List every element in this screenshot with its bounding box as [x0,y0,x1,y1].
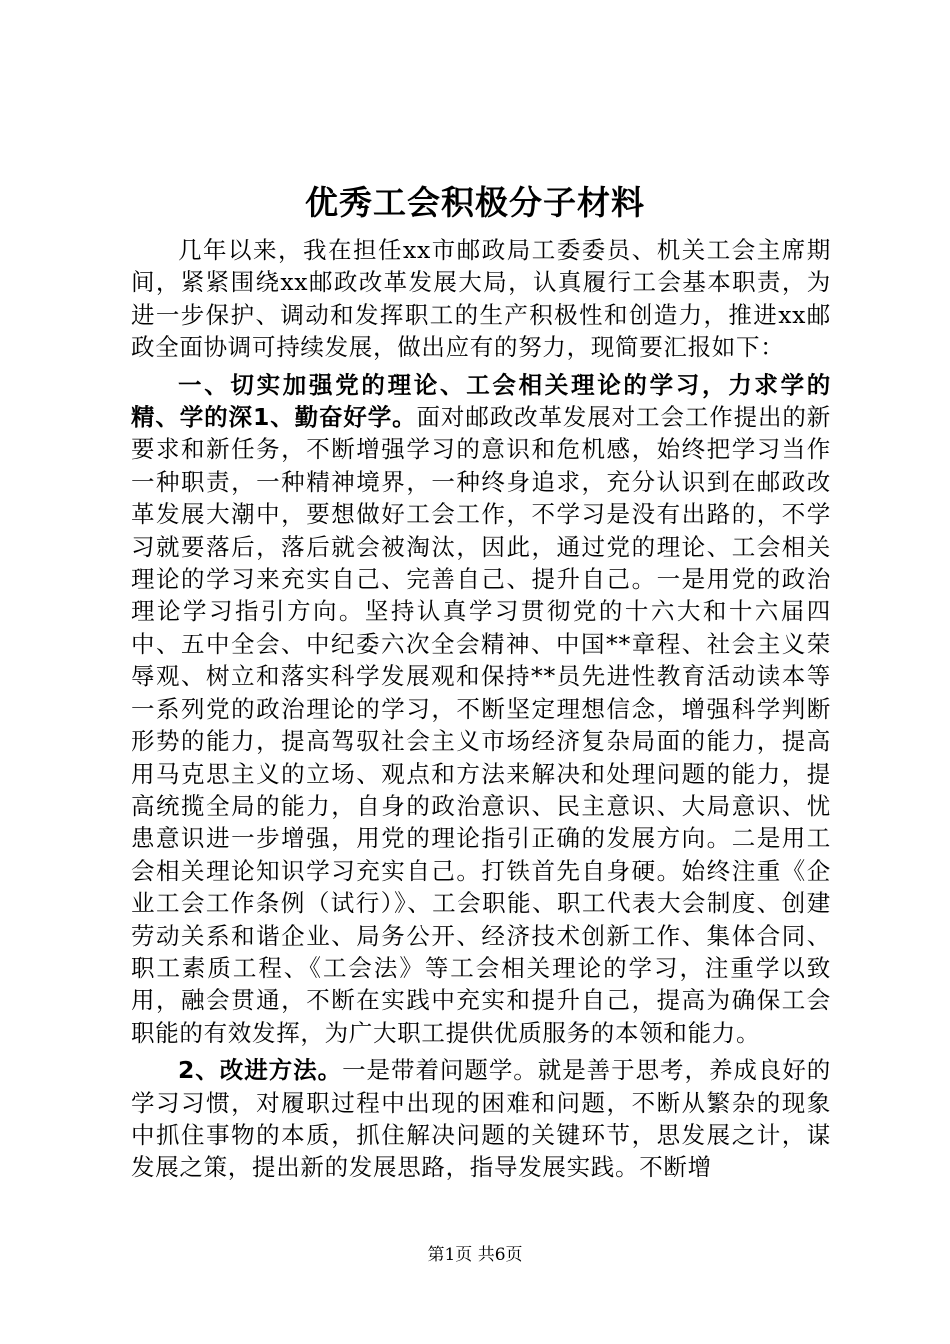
document-title: 优秀工会积极分子材料 [305,183,645,222]
section-two-heading: 2、改进方法。 [178,1056,343,1085]
page-number-footer: 第1页 共6页 [427,1245,523,1265]
section-two-text: 一是带着问题学。就是善于思考，养成良好的学习习惯，对履职过程中出现的困难和问题，不断从繁杂的现象中抓住事物的本质，抓住解决问题的关键环节，思发展之计，谋发展之策，提出新的发展思路，指导发展实践。不断增 [131,1056,831,1182]
intro-paragraph: 几年以来，我在担任xx市邮政局工委委员、机关工会主席期间，紧紧围绕xx邮政改革发展大局，认真履行工会基本职责，为进一步保护、调动和发挥职工的生产积极性和创造力，推进xx邮政全面协调可持续发展，做出应有的努力，现简要汇报如下： [131,236,831,362]
section-one-text: 面对邮政改革发展对工会工作提出的新要求和新任务，不断增强学习的意识和危机感，始终把学习当作一种职责，一种精神境界，一种终身追求，充分认识到在邮政改革发展大潮中，要想做好工会工作，不学习是没有出路的，不学习就要落后，落后就会被淘汰，因此，通过党的理论、工会相关理论的学习来充实自己、完善自己、提升自己。一是用党的政治理论学习指引方向。坚持认真学习贯彻党的十六大和十六届四中、五中全会、中纪委六次全会精神、中国**章程、社会主义荣辱观、树立和落实科学发展观和保持**员先进性教育活动读本等一系列党的政治理论的学习，不断坚定理想信念，增强科学判断形势的能力，提高驾驭社会主义市场经济复杂局面的能力，提高用马克思主义的立场、观点和方法来解决和处理问题的能力，提高统揽全局的能力，自身的政治意识、民主意识、大局意识、忧患意识进一步增强，用党的理论指引正确的发展方向。二是用工会相关理论知识学习充实自己。打铁首先自身硬。始终注重《企业工会工作条例（试行）》、工会职能、职工代表大会制度、创建劳动关系和谐企业、局务公开、经济技术创新工作、集体合同、职工素质工程、《工会法》等工会相关理论的学习，注重学以致用，融会贯通，不断在实践中充实和提升自己，提高为确保工会职能的有效发挥，为广大职工提供优质服务的本领和能力。 [131,403,831,1047]
section-one-heading: 一、切实加强党的理论、工会相关理论的学习，力求学的精、学的深1、勤奋好学。 [131,370,831,432]
section-two-paragraph [131,1054,831,1184]
document-body [131,234,831,1184]
section-one-paragraph [131,369,831,1050]
